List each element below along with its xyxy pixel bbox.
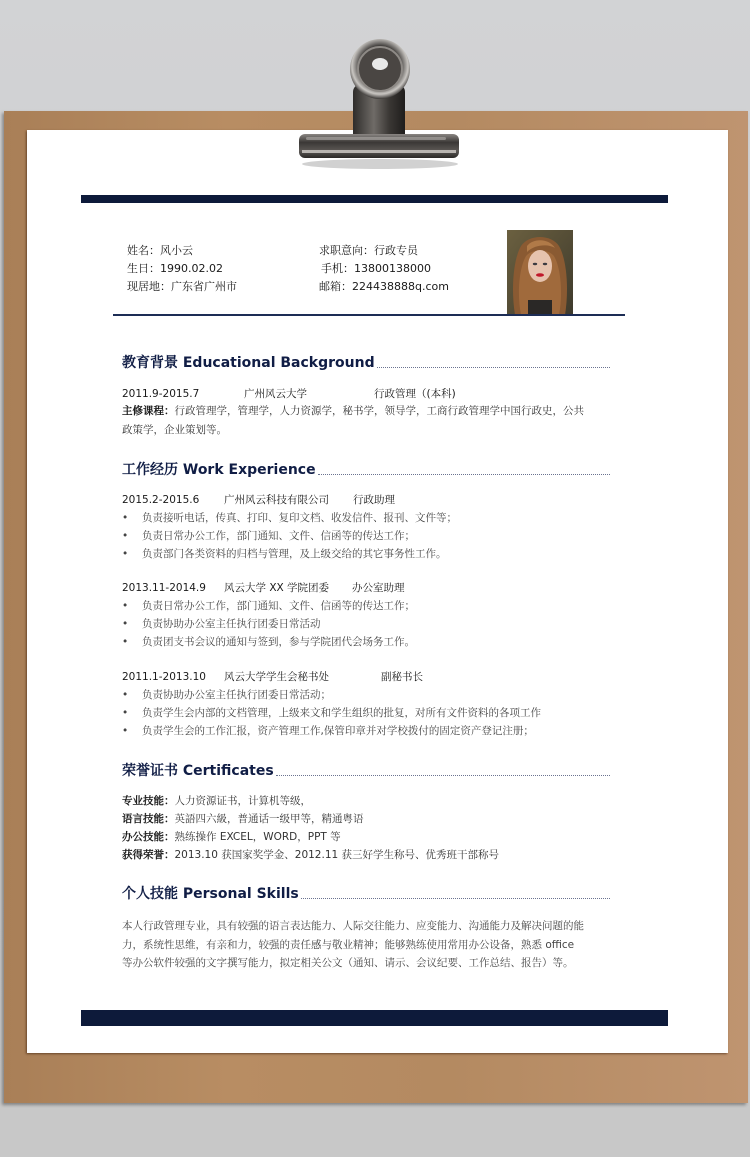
personal-info-right [319, 242, 449, 296]
work-entry-2-head: 2013.11-2014.9 风云大学 XX 学院团委 办公室助理 [122, 582, 405, 594]
list-item: • 负责协助办公室主任执行团委日常活动 [122, 618, 321, 630]
list-item: • 负责学生会的工作汇报，资产管理工作,保管印章并对学校拨付的固定资产登记注册； [122, 725, 534, 737]
education-school: 广州风云大学 [244, 388, 307, 400]
header-divider [113, 314, 625, 316]
list-item: • 负责日常办公工作，部门通知、文件、信函等的传达工作； [122, 600, 415, 612]
work-section-title: 工作经历 Work Experience [122, 461, 610, 479]
work-entry-1-head: 2015.2-2015.6 广州风云科技有限公司 行政助理 [122, 494, 395, 506]
list-item: • 负责接听电话，传真、打印、复印文档、收发信件、报刊、文件等； [122, 512, 457, 524]
dotted-divider [318, 473, 610, 475]
phone-field: 手机：13800138000 [321, 262, 431, 275]
courses-line-1: 主修课程：行政管理学，管理学，人力资源学，秘书学，领导学，工商行政管理学中国行政史，公共 [122, 405, 584, 417]
dotted-divider [377, 366, 610, 368]
list-item: • 负责日常办公工作，部门通知、文件、信函等的传达工作； [122, 530, 415, 542]
list-item: • 负责部门各类资料的归档与管理，及上级交给的其它事务性工作。 [122, 548, 447, 560]
list-item: • 负责协助办公室主任执行团委日常活动； [122, 689, 331, 701]
work-entry-1-bullets [122, 509, 457, 563]
certificates-section-title: 荣誉证书 Certificates [122, 762, 610, 780]
dotted-divider [301, 897, 610, 899]
education-period: 2011.9-2015.7 [122, 388, 200, 400]
portrait-photo [507, 230, 573, 315]
education-major: 行政管理（(本科) [374, 388, 456, 400]
education-section-title: 教育背景 Educational Background [122, 354, 610, 372]
portrait-icon [507, 230, 573, 315]
certificate-item: 语言技能：英語四六級，普通话一级甲等，精通粤语 [122, 813, 364, 825]
email-field: 邮箱：224438888q.com [319, 280, 449, 293]
courses-line-2: 政策学，企业策划等。 [122, 424, 227, 436]
list-item: • 负责团支书会议的通知与签到，参与学院团代会场务工作。 [122, 636, 415, 648]
skills-section-title: 个人技能 Personal Skills [122, 885, 610, 903]
top-navy-bar [81, 195, 668, 203]
residence-field: 现居地：广东省广州市 [127, 280, 237, 293]
skills-paragraph: 本人行政管理专业，具有较强的语言表达能力、人际交往能力、应变能力、沟通能力及解决问题的能 力，系统性思维，有亲和力，较强的责任感与敬业精神；能够熟练使用常用办公设备，熟悉 office 等办公软件较强的文字撰写能力，拟定相关公文（通知、请示、会议纪要、工作总结、报告）等。 [122, 920, 584, 969]
work-entry-2-bullets [122, 597, 415, 651]
personal-info-left [127, 242, 237, 296]
objective-field: 求职意向：行政专员 [319, 244, 418, 257]
list-item: • 负责学生会内部的文档管理，上级来文和学生组织的批复，对所有文件资料的各项工作 [122, 707, 541, 719]
binder-clip-icon [296, 24, 460, 170]
certificate-item: 获得荣誉：2013.10 获国家奖学金、2012.11 获三好学生称号、优秀班干部称号 [122, 849, 500, 861]
work-entry-3-head: 2011.1-2013.10 风云大学学生会秘书处 副秘书长 [122, 671, 423, 683]
bottom-navy-bar [81, 1010, 668, 1026]
dotted-divider [276, 774, 610, 776]
name-field: 姓名：风小云 [127, 244, 193, 257]
work-entry-3-bullets [122, 686, 541, 740]
certificate-item: 办公技能：熟练操作 EXCEL，WORD，PPT 等 [122, 831, 341, 843]
courses-label: 主修课程： [122, 405, 175, 417]
birthday-field: 生日：1990.02.02 [127, 262, 223, 275]
certificate-item: 专业技能：人力资源证书，计算机等级， [122, 795, 311, 807]
education-entry-head [122, 385, 522, 403]
